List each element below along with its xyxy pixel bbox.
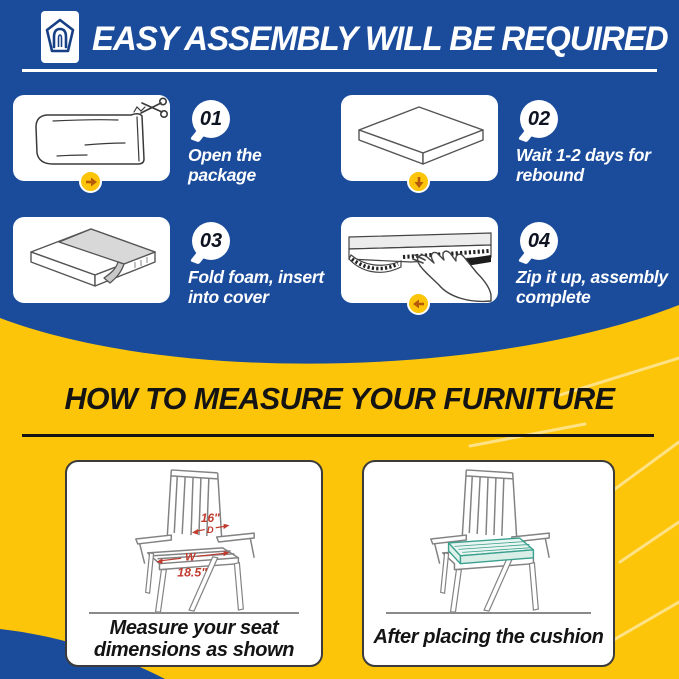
cushion-panel-caption: After placing the cushion <box>373 626 604 648</box>
caption-line: Measure your seat <box>109 617 279 639</box>
foam-slab-illustration <box>341 95 498 181</box>
measure-panel-cushion <box>362 460 615 667</box>
arrow-left-icon <box>407 292 430 315</box>
step-number: 02 <box>527 107 551 130</box>
arrow-right-icon <box>79 170 102 193</box>
step-number-badge <box>192 100 230 138</box>
step-number: 03 <box>199 229 223 252</box>
caption-line: complete <box>516 286 591 307</box>
caption-divider <box>386 612 591 614</box>
measure-section-title: HOW TO MEASURE YOUR FURNITURE <box>64 381 615 416</box>
step-caption <box>188 146 346 185</box>
cushion <box>448 538 533 564</box>
step-panel-2 <box>341 95 498 181</box>
brand-logo <box>41 11 79 63</box>
step-number-badge <box>192 222 230 260</box>
caption-line: rebound <box>516 164 584 185</box>
measure-divider <box>22 434 654 437</box>
house-pentagon-a-icon <box>45 17 75 57</box>
arrow-down-icon <box>407 170 430 193</box>
cover-fold-illustration <box>13 217 170 303</box>
depth-label: D <box>206 525 214 536</box>
chair-illustration-measured <box>107 466 282 614</box>
step-panel-3 <box>13 217 170 303</box>
page-title: EASY ASSEMBLY WILL BE REQUIRED <box>92 20 668 58</box>
step-number-badge <box>520 100 558 138</box>
step-caption <box>188 268 346 307</box>
depth-value: 16" <box>200 511 220 526</box>
width-label: W <box>185 551 196 564</box>
caption-line: Zip it up, assembly <box>516 267 668 287</box>
header-divider <box>22 69 657 72</box>
zipper-hand-illustration <box>341 217 498 303</box>
step-caption <box>516 268 674 307</box>
step-number: 04 <box>527 229 551 252</box>
chair-illustration-with-cushion <box>401 466 576 614</box>
measure-panel-dimensions <box>65 460 323 667</box>
caption-line: package <box>188 164 256 185</box>
width-value: 18.5" <box>177 565 208 580</box>
step-number-badge <box>520 222 558 260</box>
measure-panel-caption <box>73 617 315 661</box>
caption-line: Fold foam, insert <box>188 267 324 287</box>
step-panel-4 <box>341 217 498 303</box>
caption-line: dimensions as shown <box>93 639 295 661</box>
package-illustration <box>13 95 170 181</box>
caption-line: Open the <box>188 145 262 165</box>
step-number: 01 <box>199 107 223 130</box>
step-panel-1 <box>13 95 170 181</box>
caption-divider <box>89 612 299 614</box>
caption-line: Wait 1-2 days for <box>516 145 651 165</box>
step-caption <box>516 146 674 185</box>
caption-line: into cover <box>188 286 269 307</box>
